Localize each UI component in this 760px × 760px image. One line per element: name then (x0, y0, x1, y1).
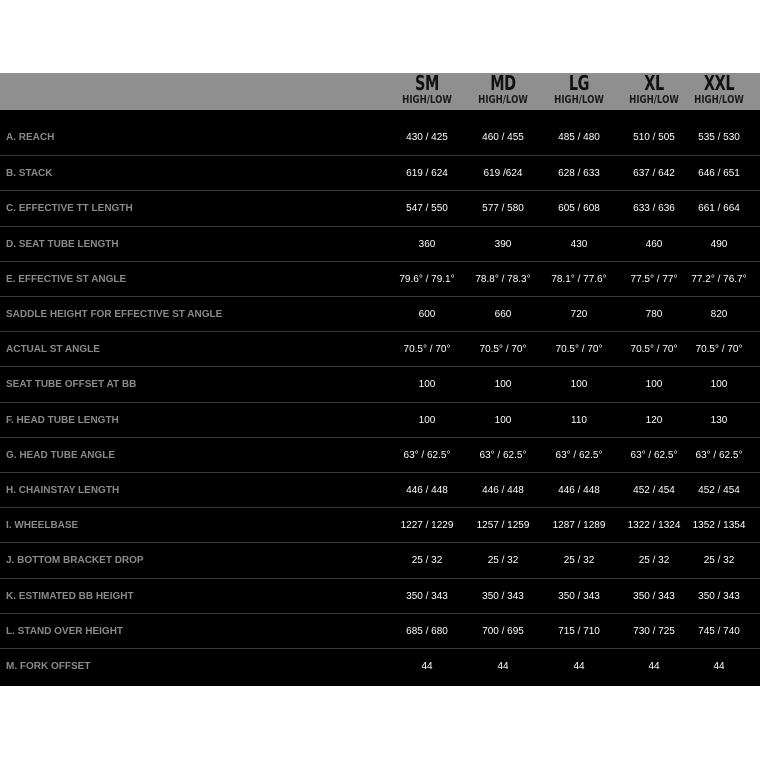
table-cell: 100 (494, 379, 512, 390)
row-label: K. ESTIMATED BB HEIGHT (6, 591, 134, 602)
size-name: MD (490, 71, 516, 95)
size-header-bar (0, 73, 760, 110)
row-label: H. CHAINSTAY LENGTH (6, 485, 120, 496)
table-cell: 100 (710, 379, 728, 390)
table-cell: 1287 / 1289 (552, 520, 606, 531)
table-cell: 79.6° / 79.1° (399, 274, 455, 285)
table-cell: 730 / 725 (633, 626, 675, 637)
table-cell: 460 (645, 239, 663, 250)
table-cell: 633 / 636 (633, 203, 675, 214)
table-cell: 44 (421, 661, 433, 672)
size-name: XL (644, 71, 664, 95)
table-cell: 63° / 62.5° (403, 450, 451, 461)
table-row (0, 578, 760, 613)
table-row (0, 472, 760, 507)
table-cell: 390 (494, 239, 512, 250)
table-cell: 44 (648, 661, 660, 672)
table-cell: 452 / 454 (633, 485, 675, 496)
table-cell: 25 / 32 (487, 555, 519, 566)
table-cell: 77.5° / 77° (630, 274, 678, 285)
table-cell: 350 / 343 (633, 591, 675, 602)
table-cell: 130 (710, 415, 728, 426)
table-cell: 44 (497, 661, 509, 672)
table-cell: 628 / 633 (558, 168, 600, 179)
table-cell: 646 / 651 (698, 168, 740, 179)
table-cell: 110 (571, 415, 587, 426)
table-row (0, 437, 760, 472)
table-row (0, 296, 760, 331)
table-cell: 490 (710, 239, 728, 250)
table-cell: 619 /624 (483, 168, 523, 179)
size-subtitle: HIGH/LOW (694, 93, 744, 106)
size-subtitle: HIGH/LOW (629, 93, 679, 106)
table-cell: 605 / 608 (558, 203, 600, 214)
table-row (0, 120, 760, 155)
table-cell: 720 (570, 309, 588, 320)
table-cell: 350 / 343 (406, 591, 448, 602)
table-row (0, 507, 760, 542)
table-cell: 25 / 32 (703, 555, 735, 566)
table-cell: 452 / 454 (698, 485, 740, 496)
table-cell: 70.5° / 70° (555, 344, 603, 355)
size-name: SM (415, 71, 439, 95)
row-label: M. FORK OFFSET (6, 661, 91, 672)
table-row (0, 226, 760, 261)
table-cell: 120 (645, 415, 663, 426)
table-cell: 350 / 343 (698, 591, 740, 602)
size-subtitle: HIGH/LOW (478, 93, 528, 106)
table-cell: 446 / 448 (406, 485, 448, 496)
table-cell: 70.5° / 70° (479, 344, 527, 355)
table-row (0, 155, 760, 190)
table-cell: 70.5° / 70° (695, 344, 743, 355)
row-label: J. BOTTOM BRACKET DROP (6, 555, 144, 566)
table-cell: 446 / 448 (558, 485, 600, 496)
table-cell: 1227 / 1229 (400, 520, 454, 531)
row-label: C. EFFECTIVE TT LENGTH (6, 203, 133, 214)
row-label: B. STACK (6, 168, 53, 179)
table-cell: 350 / 343 (558, 591, 600, 602)
table-cell: 63° / 62.5° (555, 450, 603, 461)
table-cell: 100 (418, 415, 436, 426)
row-label: A. REACH (6, 132, 55, 143)
table-cell: 460 / 455 (482, 132, 524, 143)
table-cell: 25 / 32 (638, 555, 670, 566)
table-cell: 25 / 32 (411, 555, 443, 566)
table-row (0, 402, 760, 437)
table-cell: 700 / 695 (482, 626, 524, 637)
row-label: SEAT TUBE OFFSET AT BB (6, 379, 137, 390)
table-cell: 535 / 530 (698, 132, 740, 143)
table-cell: 77.2° / 76.7° (691, 274, 747, 285)
table-cell: 44 (713, 661, 725, 672)
table-cell: 510 / 505 (633, 132, 675, 143)
table-cell: 430 (570, 239, 588, 250)
table-cell: 1257 / 1259 (476, 520, 530, 531)
table-cell: 600 (418, 309, 436, 320)
table-cell: 1322 / 1324 (627, 520, 681, 531)
table-cell: 780 (645, 309, 663, 320)
table-cell: 100 (645, 379, 663, 390)
size-column-header (674, 73, 760, 106)
table-cell: 485 / 480 (558, 132, 600, 143)
table-cell: 100 (494, 415, 512, 426)
table-cell: 78.8° / 78.3° (475, 274, 531, 285)
table-cell: 70.5° / 70° (630, 344, 678, 355)
table-row (0, 261, 760, 296)
row-label: E. EFFECTIVE ST ANGLE (6, 274, 127, 285)
table-row (0, 542, 760, 577)
table-cell: 446 / 448 (482, 485, 524, 496)
table-row (0, 366, 760, 401)
table-row (0, 648, 760, 683)
table-cell: 619 / 624 (406, 168, 448, 179)
row-label: L. STAND OVER HEIGHT (6, 626, 124, 637)
size-name: XXL (703, 71, 735, 95)
size-name: LG (568, 71, 590, 95)
size-subtitle: HIGH/LOW (402, 93, 452, 106)
row-label: G. HEAD TUBE ANGLE (6, 450, 116, 461)
table-cell: 820 (710, 309, 728, 320)
table-cell: 660 (494, 309, 512, 320)
table-cell: 637 / 642 (633, 168, 675, 179)
table-cell: 63° / 62.5° (695, 450, 743, 461)
row-label: ACTUAL ST ANGLE (6, 344, 100, 355)
table-cell: 685 / 680 (406, 626, 448, 637)
table-cell: 63° / 62.5° (630, 450, 678, 461)
row-label: F. HEAD TUBE LENGTH (6, 415, 119, 426)
table-cell: 430 / 425 (406, 132, 448, 143)
table-cell: 100 (570, 379, 588, 390)
table-cell: 547 / 550 (406, 203, 448, 214)
table-cell: 70.5° / 70° (403, 344, 451, 355)
table-cell: 715 / 710 (558, 626, 600, 637)
size-subtitle: HIGH/LOW (554, 93, 604, 106)
table-cell: 360 (418, 239, 436, 250)
table-cell: 661 / 664 (698, 203, 740, 214)
row-label: D. SEAT TUBE LENGTH (6, 239, 119, 250)
table-cell: 44 (573, 661, 585, 672)
table-cell: 745 / 740 (698, 626, 740, 637)
table-cell: 350 / 343 (482, 591, 524, 602)
geometry-table (0, 73, 760, 686)
table-row (0, 190, 760, 225)
table-cell: 577 / 580 (482, 203, 524, 214)
table-cell: 63° / 62.5° (479, 450, 527, 461)
table-cell: 78.1° / 77.6° (551, 274, 607, 285)
table-row (0, 613, 760, 648)
table-cell: 1352 / 1354 (692, 520, 746, 531)
table-cell: 25 / 32 (563, 555, 595, 566)
row-label: SADDLE HEIGHT FOR EFFECTIVE ST ANGLE (6, 309, 223, 320)
table-cell: 100 (418, 379, 436, 390)
table-row (0, 331, 760, 366)
row-label: I. WHEELBASE (6, 520, 79, 531)
